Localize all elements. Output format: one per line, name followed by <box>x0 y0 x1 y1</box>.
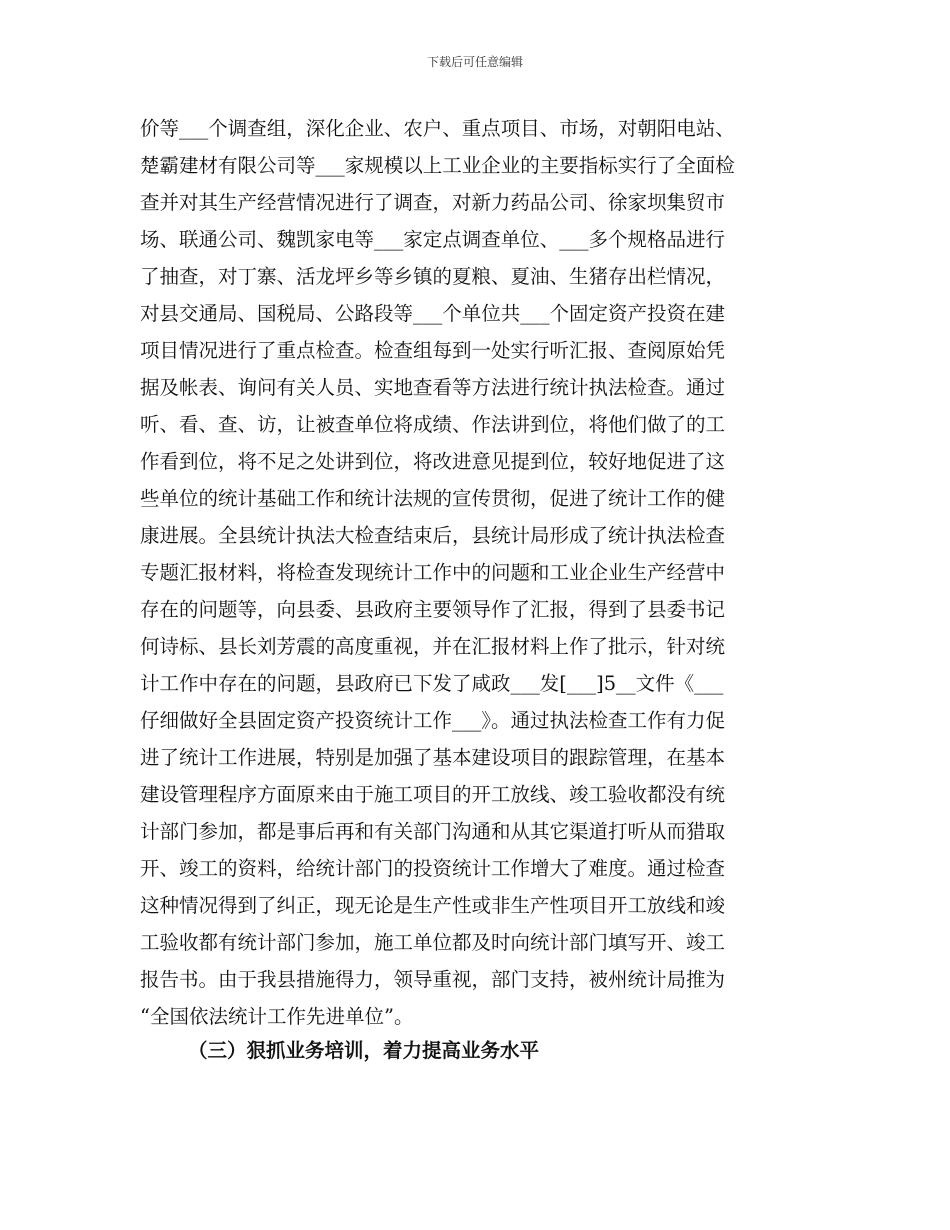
text-line: 场、联通公司、魏凯家电等___家定点调查单位、___多个规格品进行 <box>140 228 726 251</box>
text-line: 些单位的统计基础工作和统计法规的宣传贯彻，促进了统计工作的健 <box>140 487 726 510</box>
text-line: 查并对其生产经营情况进行了调查，对新力药品公司、徐家坝集贸市 <box>140 191 726 214</box>
text-line: “全国依法统计工作先进单位”。 <box>140 1005 414 1028</box>
body-text <box>140 110 840 1035</box>
text-line: 楚霸建材有限公司等___家规模以上工业企业的主要指标实行了全面检 <box>140 154 735 177</box>
text-line: 这种情况得到了纠正，现无论是生产性或非生产性项目开工放线和竣 <box>140 894 726 917</box>
text-line: 专题汇报材料，将检查发现统计工作中的问题和工业企业生产经营中 <box>140 561 726 584</box>
text-line: 听、看、查、访，让被查单位将成绩、作法讲到位，将他们做了的工 <box>140 413 726 436</box>
text-line: 对县交通局、国税局、公路段等___个单位共___个固定资产投资在建 <box>140 302 726 325</box>
text-line: 进了统计工作进展，特别是加强了基本建设项目的跟踪管理，在基本 <box>140 746 726 769</box>
text-line: 仔细做好全县固定资产投资统计工作___》。通过执法检查工作有力促 <box>140 709 726 732</box>
text-line: 康进展。全县统计执法大检查结束后，县统计局形成了统计执法检查 <box>140 524 726 547</box>
text-line: 报告书。由于我县措施得力，领导重视，部门支持，被州统计局推为 <box>140 968 726 991</box>
text-line: 何诗标、县长刘芳震的高度重视，并在汇报材料上作了批示，针对统 <box>140 635 726 658</box>
section-heading: （三）狠抓业务培训，着力提高业务水平 <box>188 1039 540 1062</box>
text-line: 计部门参加，都是事后再和有关部门沟通和从其它渠道打听从而猎取 <box>140 820 726 843</box>
text-line: 价等___个调查组，深化企业、农户、重点项目、市场，对朝阳电站、 <box>140 117 735 140</box>
text-line: 建设管理程序方面原来由于施工项目的开工放线、竣工验收都没有统 <box>140 783 726 806</box>
text-line: 存在的问题等，向县委、县政府主要领导作了汇报，得到了县委书记 <box>140 598 726 621</box>
text-line: 据及帐表、询问有关人员、实地查看等方法进行统计执法检查。通过 <box>140 376 726 399</box>
text-line: 开、竣工的资料，给统计部门的投资统计工作增大了难度。通过检查 <box>140 857 726 880</box>
text-line: 计工作中存在的问题，县政府已下发了咸政___发[___]5__文件《___ <box>140 672 724 695</box>
text-line: 作看到位，将不足之处讲到位，将改进意见提到位，较好地促进了这 <box>140 450 726 473</box>
text-line: 了抽查，对丁寨、活龙坪乡等乡镇的夏粮、夏油、生猪存出栏情况， <box>140 265 726 288</box>
text-line: 工验收都有统计部门参加，施工单位都及时向统计部门填写开、竣工 <box>140 931 726 954</box>
text-line: 项目情况进行了重点检查。检查组每到一处实行听汇报、查阅原始凭 <box>140 339 726 362</box>
page-header: 下载后可任意编辑 <box>426 55 523 69</box>
